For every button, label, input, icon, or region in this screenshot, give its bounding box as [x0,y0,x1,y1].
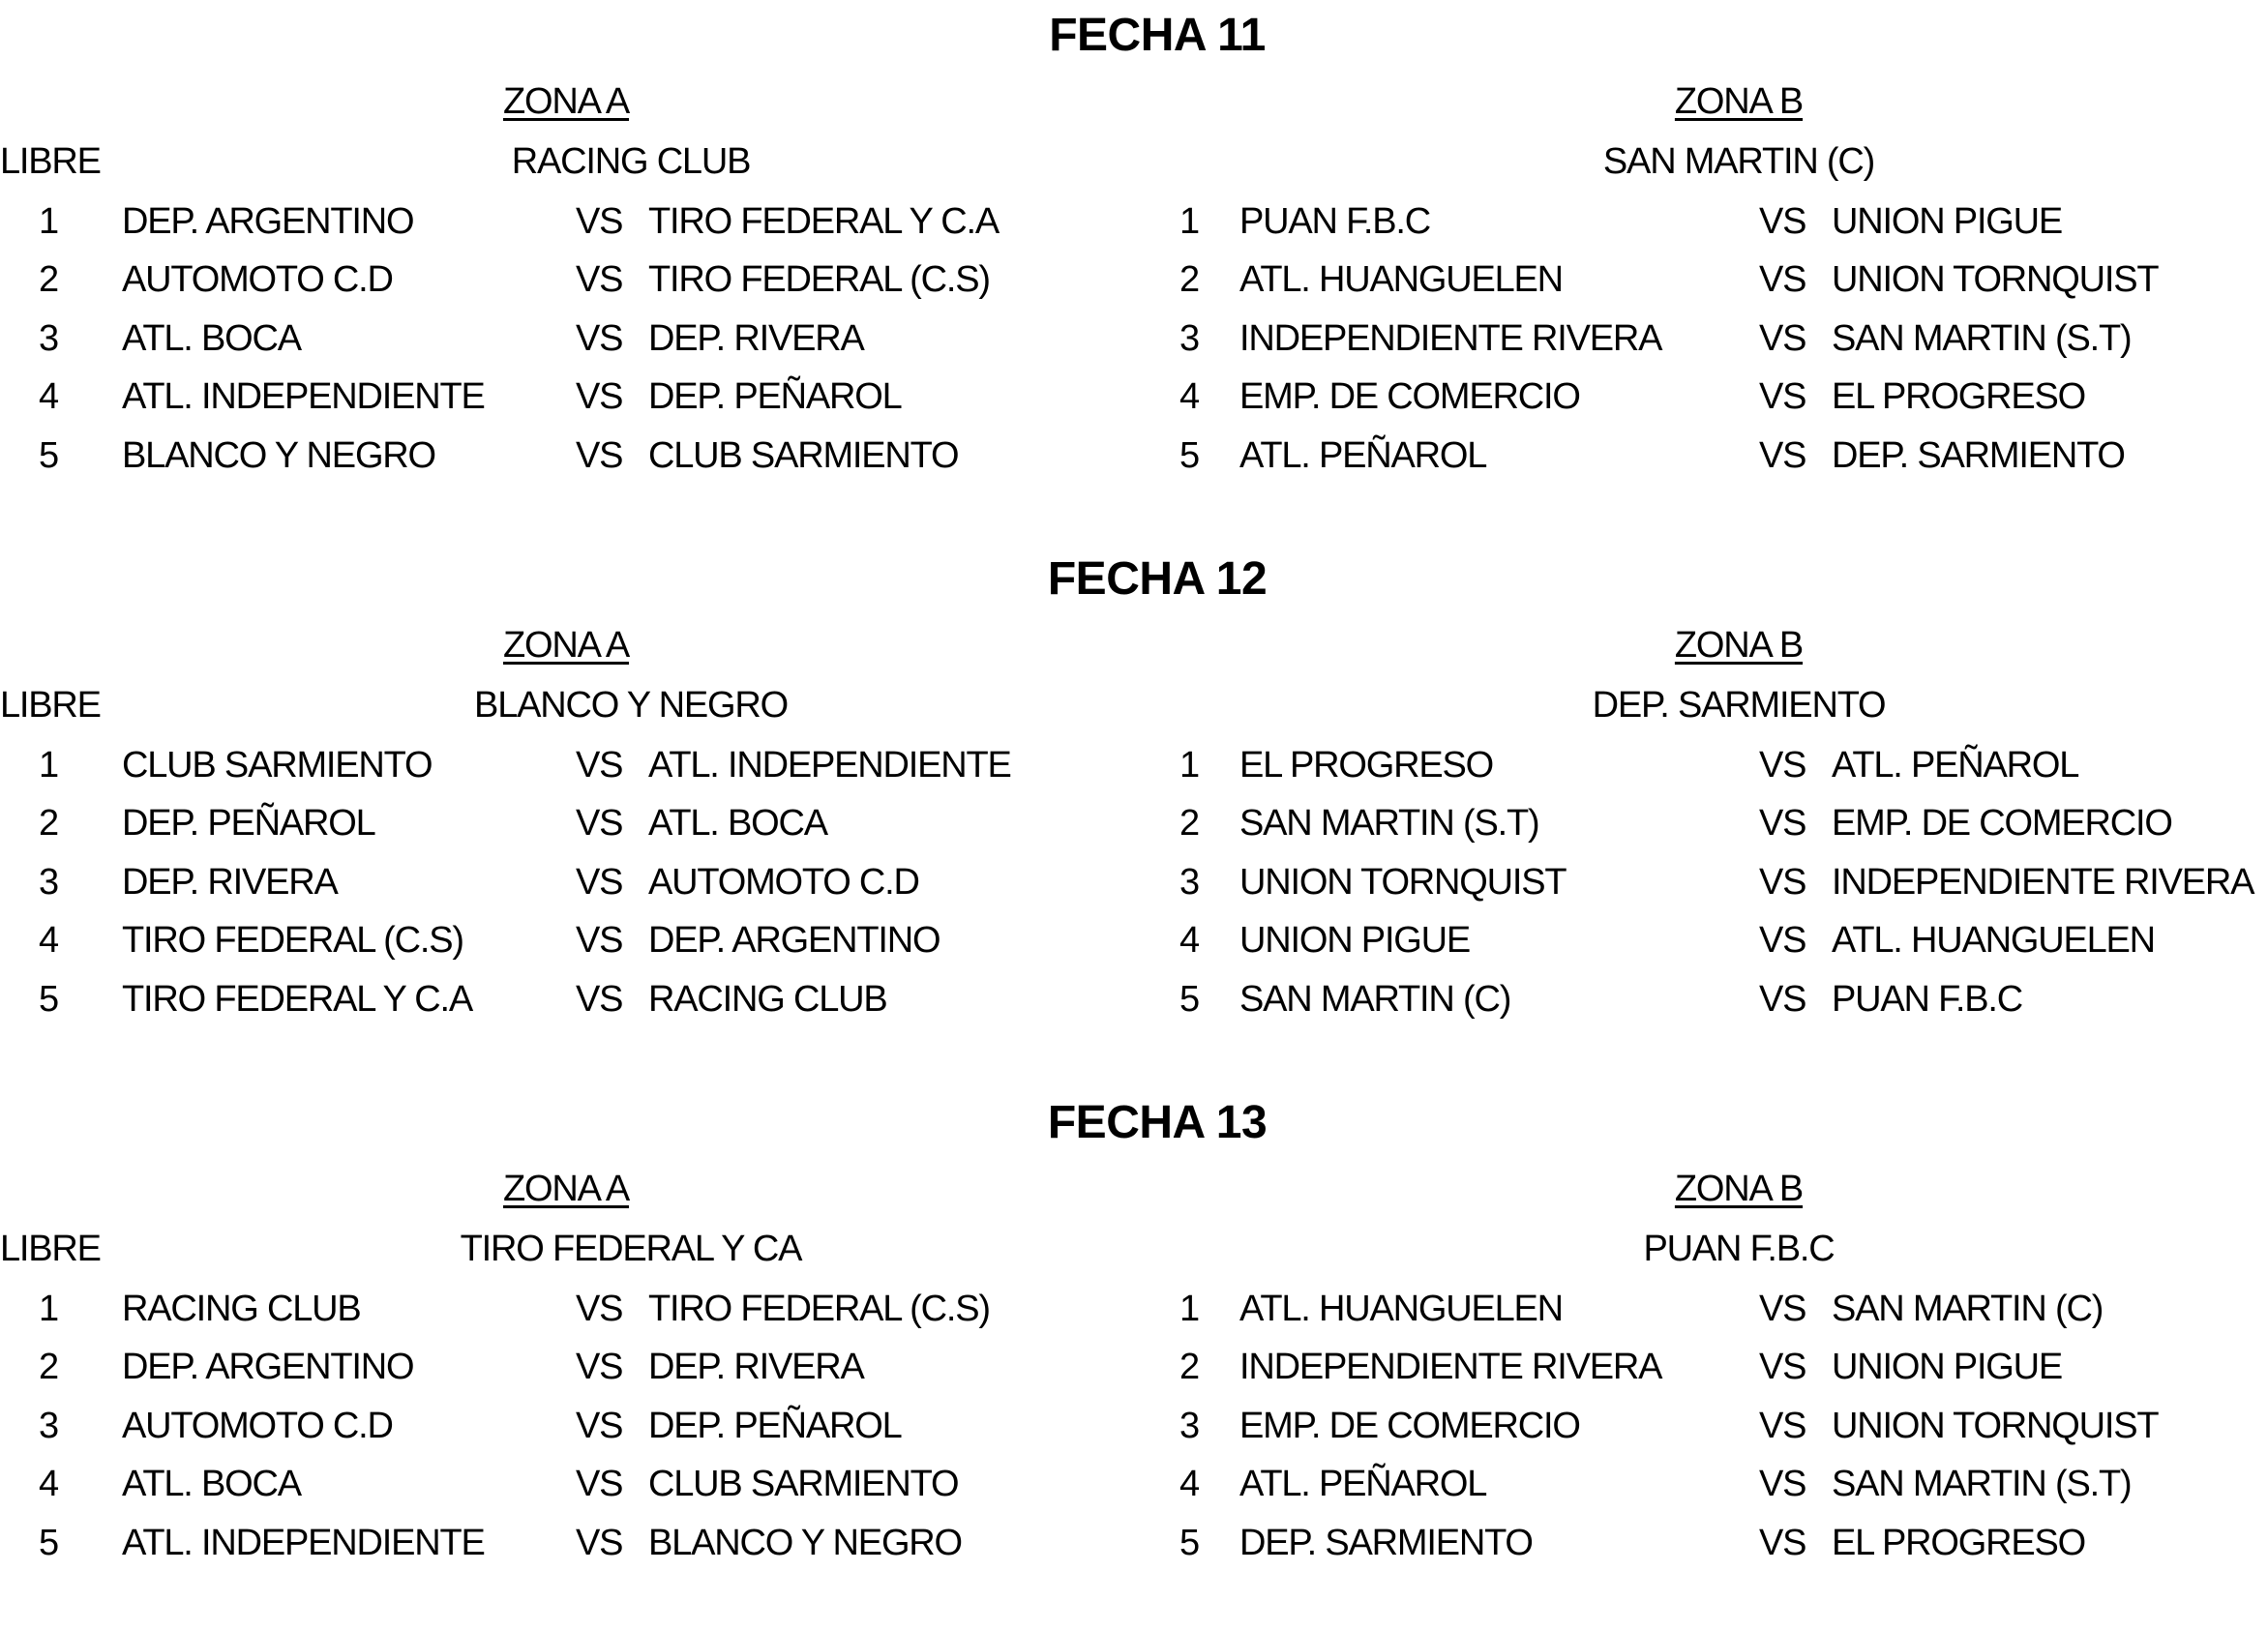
away-team: EL PROGRESO [1832,1523,2086,1563]
home-team: ATL. HUANGUELEN [1239,259,1563,300]
home-team: INDEPENDIENTE RIVERA [1239,1347,1662,1387]
vs-label: VS [576,1523,623,1563]
libre-team: BLANCO Y NEGRO [474,685,788,726]
away-team: UNION PIGUE [1832,201,2063,242]
home-team: ATL. BOCA [122,318,301,359]
vs-label: VS [576,979,623,1020]
vs-label: VS [576,376,623,417]
match-number: 5 [1179,1523,1199,1563]
home-team: SAN MARTIN (C) [1239,979,1511,1020]
home-team: ATL. PEÑAROL [1239,1464,1487,1504]
vs-label: VS [576,1464,623,1504]
match-number: 1 [1179,745,1199,786]
vs-label: VS [1759,1347,1806,1387]
home-team: AUTOMOTO C.D [122,1406,393,1446]
away-team: DEP. PEÑAROL [648,376,902,417]
away-team: DEP. PEÑAROL [648,1406,902,1446]
zona-title: ZONA B [1674,81,1804,122]
vs-label: VS [576,1289,623,1329]
match-number: 4 [39,376,58,417]
vs-label: VS [1759,376,1806,417]
match-number: 2 [39,803,58,844]
zona-title: ZONA A [502,625,630,666]
vs-label: VS [1759,1406,1806,1446]
zona-title: ZONA B [1674,1169,1804,1209]
match-number: 5 [39,1523,58,1563]
fecha-block [0,1087,2268,1631]
match-number: 1 [1179,1289,1199,1329]
match-number: 3 [1179,318,1199,359]
away-team: UNION PIGUE [1832,1347,2063,1387]
home-team: RACING CLUB [122,1289,361,1329]
home-team: ATL. BOCA [122,1464,301,1504]
fecha-block [0,0,2268,544]
fecha-title: FECHA 11 [1049,10,1266,61]
away-team: DEP. RIVERA [648,1347,864,1387]
vs-label: VS [1759,201,1806,242]
vs-label: VS [576,745,623,786]
match-number: 4 [1179,920,1199,961]
vs-label: VS [576,803,623,844]
vs-label: VS [576,259,623,300]
vs-label: VS [1759,1523,1806,1563]
home-team: ATL. INDEPENDIENTE [122,1523,485,1563]
home-team: UNION TORNQUIST [1239,862,1567,903]
match-number: 2 [1179,803,1199,844]
match-number: 3 [1179,1406,1199,1446]
match-number: 2 [39,259,58,300]
away-team: EMP. DE COMERCIO [1832,803,2172,844]
away-team: PUAN F.B.C [1832,979,2023,1020]
away-team: BLANCO Y NEGRO [648,1523,962,1563]
home-team: ATL. PEÑAROL [1239,435,1487,476]
fecha-block [0,544,2268,1087]
match-number: 3 [1179,862,1199,903]
vs-label: VS [576,1347,623,1387]
away-team: TIRO FEDERAL Y C.A [648,201,1000,242]
libre-label: LIBRE [0,141,101,182]
match-number: 1 [1179,201,1199,242]
vs-label: VS [1759,979,1806,1020]
away-team: ATL. INDEPENDIENTE [648,745,1011,786]
vs-label: VS [576,862,623,903]
away-team: DEP. ARGENTINO [648,920,940,961]
home-team: DEP. PEÑAROL [122,803,375,844]
away-team: ATL. PEÑAROL [1832,745,2079,786]
home-team: DEP. ARGENTINO [122,1347,414,1387]
fecha-title: FECHA 12 [1047,553,1268,605]
away-team: DEP. RIVERA [648,318,864,359]
home-team: EL PROGRESO [1239,745,1494,786]
libre-team: RACING CLUB [511,141,751,182]
vs-label: VS [1759,803,1806,844]
away-team: DEP. SARMIENTO [1832,435,2125,476]
match-number: 4 [39,920,58,961]
away-team: SAN MARTIN (S.T) [1832,318,2132,359]
vs-label: VS [1759,862,1806,903]
home-team: DEP. SARMIENTO [1239,1523,1533,1563]
home-team: DEP. RIVERA [122,862,338,903]
match-number: 1 [39,745,58,786]
match-number: 3 [39,862,58,903]
away-team: ATL. BOCA [648,803,827,844]
home-team: TIRO FEDERAL Y C.A [122,979,473,1020]
home-team: PUAN F.B.C [1239,201,1431,242]
home-team: ATL. INDEPENDIENTE [122,376,485,417]
match-number: 3 [39,1406,58,1446]
zona-title: ZONA A [502,81,630,122]
vs-label: VS [1759,920,1806,961]
match-number: 5 [39,435,58,476]
match-number: 3 [39,318,58,359]
vs-label: VS [576,435,623,476]
away-team: SAN MARTIN (C) [1832,1289,2104,1329]
home-team: BLANCO Y NEGRO [122,435,435,476]
match-number: 5 [1179,435,1199,476]
away-team: CLUB SARMIENTO [648,435,959,476]
match-number: 2 [39,1347,58,1387]
away-team: CLUB SARMIENTO [648,1464,959,1504]
vs-label: VS [1759,259,1806,300]
vs-label: VS [1759,745,1806,786]
home-team: AUTOMOTO C.D [122,259,393,300]
zona-title: ZONA A [502,1169,630,1209]
match-number: 1 [39,1289,58,1329]
vs-label: VS [1759,1464,1806,1504]
away-team: INDEPENDIENTE RIVERA [1832,862,2254,903]
home-team: CLUB SARMIENTO [122,745,433,786]
home-team: EMP. DE COMERCIO [1239,1406,1580,1446]
vs-label: VS [1759,318,1806,359]
vs-label: VS [576,920,623,961]
match-number: 4 [1179,376,1199,417]
fecha-title: FECHA 13 [1047,1097,1268,1148]
match-number: 4 [1179,1464,1199,1504]
home-team: SAN MARTIN (S.T) [1239,803,1539,844]
match-number: 2 [1179,259,1199,300]
libre-label: LIBRE [0,1229,101,1269]
away-team: AUTOMOTO C.D [648,862,919,903]
libre-team: PUAN F.B.C [1643,1229,1835,1269]
home-team: INDEPENDIENTE RIVERA [1239,318,1662,359]
match-number: 5 [1179,979,1199,1020]
match-number: 2 [1179,1347,1199,1387]
match-number: 5 [39,979,58,1020]
vs-label: VS [576,318,623,359]
vs-label: VS [576,201,623,242]
vs-label: VS [576,1406,623,1446]
away-team: UNION TORNQUIST [1832,1406,2159,1446]
home-team: EMP. DE COMERCIO [1239,376,1580,417]
vs-label: VS [1759,435,1806,476]
libre-team: DEP. SARMIENTO [1592,685,1886,726]
away-team: ATL. HUANGUELEN [1832,920,2155,961]
libre-team: TIRO FEDERAL Y CA [460,1229,802,1269]
away-team: TIRO FEDERAL (C.S) [648,259,990,300]
away-team: SAN MARTIN (S.T) [1832,1464,2132,1504]
home-team: TIRO FEDERAL (C.S) [122,920,463,961]
match-number: 1 [39,201,58,242]
away-team: UNION TORNQUIST [1832,259,2159,300]
away-team: TIRO FEDERAL (C.S) [648,1289,990,1329]
away-team: EL PROGRESO [1832,376,2086,417]
match-number: 4 [39,1464,58,1504]
home-team: ATL. HUANGUELEN [1239,1289,1563,1329]
zona-title: ZONA B [1674,625,1804,666]
libre-label: LIBRE [0,685,101,726]
vs-label: VS [1759,1289,1806,1329]
away-team: RACING CLUB [648,979,887,1020]
home-team: DEP. ARGENTINO [122,201,414,242]
libre-team: SAN MARTIN (C) [1602,141,1875,182]
home-team: UNION PIGUE [1239,920,1471,961]
